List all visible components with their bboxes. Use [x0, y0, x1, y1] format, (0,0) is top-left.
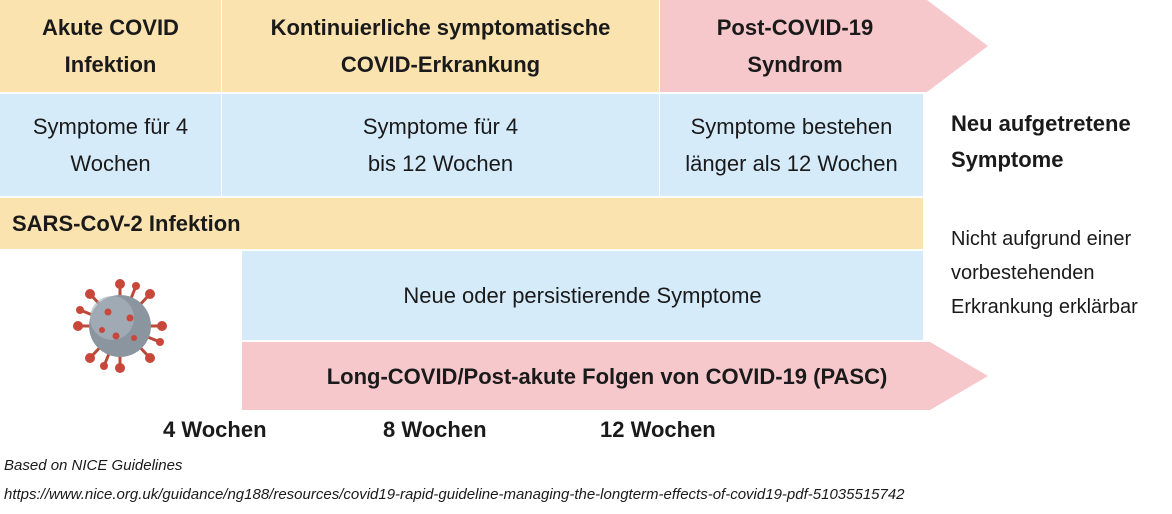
- long-covid-label: Long-COVID/Post-akute Folgen von COVID-19 (PASC): [326, 363, 888, 389]
- side-title: Neu aufgetretene Symptome: [951, 111, 1131, 172]
- header-continuous-covid: Kontinuierliche symptomatische COVID-Erkrankung: [222, 0, 659, 92]
- duration-continuous: Symptome für 4 bis 12 Wochen: [222, 94, 659, 196]
- source-url: https://www.nice.org.uk/guidance/ng188/resources/covid19-rapid-guideline-managing-the-longterm-effects-of-covid19-pdf-51035515742: [4, 486, 905, 503]
- infection-bar: SARS-CoV-2 Infektion: [0, 198, 923, 249]
- week-marker-4: 4 Wochen: [163, 417, 267, 442]
- source-note: Based on NICE Guidelines: [4, 457, 183, 474]
- side-note: Nicht aufgrund einer vorbestehenden Erkrankung erklärbar: [951, 228, 1138, 318]
- week-marker-8: 8 Wochen: [383, 417, 487, 442]
- duration-acute: Symptome für 4 Wochen: [0, 94, 221, 196]
- coronavirus-icon: [72, 278, 168, 374]
- header-post-covid: Post-COVID-19 Syndrom: [716, 15, 874, 77]
- week-marker-12: 12 Wochen: [600, 417, 716, 442]
- header-acute-covid: Akute COVID Infektion: [0, 0, 221, 92]
- symptoms-bar: Neue oder persistierende Symptome: [242, 251, 923, 340]
- duration-post-covid: Symptome bestehen länger als 12 Wochen: [660, 94, 923, 196]
